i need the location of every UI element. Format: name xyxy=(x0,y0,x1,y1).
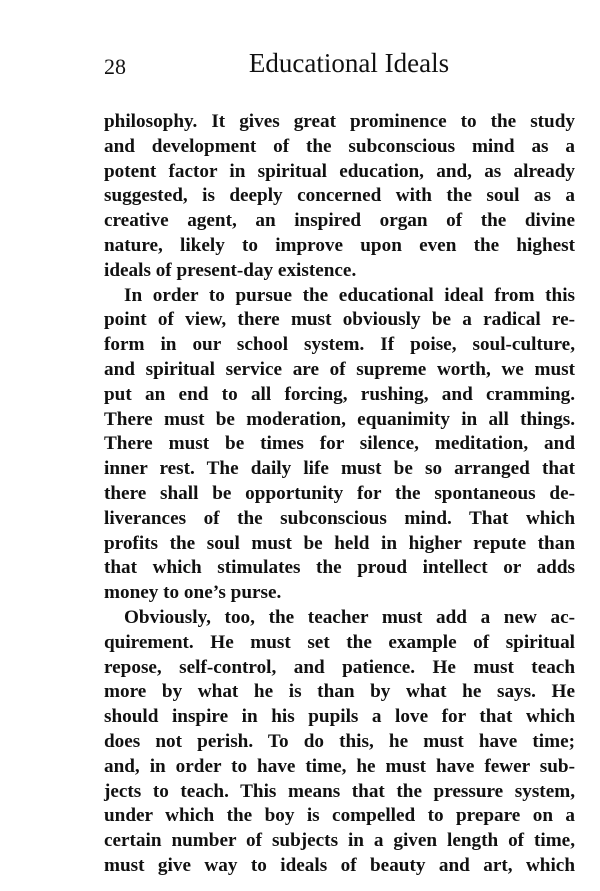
text-line: more by what he is than by what he says. He xyxy=(104,681,575,703)
text-line: that which stimulates the proud intellect or adds xyxy=(104,557,575,579)
page-number: 28 xyxy=(104,54,126,79)
running-header xyxy=(104,48,574,84)
text-line: and development of the subconscious mind as a xyxy=(104,135,575,157)
running-title: Educational Ideals xyxy=(248,48,450,78)
text-line: certain number of subjects in a given length of time, xyxy=(104,830,575,852)
text-line: nature, likely to improve upon even the highest xyxy=(104,234,575,256)
paragraph xyxy=(104,606,575,879)
text-line: potent factor in spiritual education, and, as already xyxy=(104,160,575,182)
text-line: point of view, there must obviously be a radical re- xyxy=(104,309,575,331)
text-line: There must be times for silence, meditation, and xyxy=(104,433,575,455)
paragraph xyxy=(104,284,575,606)
text-line: suggested, is deeply concerned with the soul as a xyxy=(104,185,575,207)
text-line: repose, self-control, and patience. He must teach xyxy=(104,656,575,678)
text-line: must give way to ideals of beauty and art, which xyxy=(104,854,575,876)
text-line: and spiritual service are of supreme worth, we must xyxy=(104,358,575,380)
text-line: profits the soul must be held in higher repute than xyxy=(104,532,575,554)
page-body xyxy=(104,110,575,879)
text-line: money to one’s purse. xyxy=(104,582,282,604)
text-line: and, in order to have time, he must have fewer sub- xyxy=(104,755,575,777)
text-line: In order to pursue the educational ideal from this xyxy=(124,284,575,306)
text-line: should inspire in his pupils a love for that which xyxy=(104,706,575,728)
text-line: creative agent, an inspired organ of the divine xyxy=(104,210,575,232)
text-line: Obviously, too, the teacher must add a new ac- xyxy=(124,606,575,628)
text-line: form in our school system. If poise, soul-culture, xyxy=(104,334,575,356)
text-line: put an end to all forcing, rushing, and cramming. xyxy=(104,383,575,405)
text-line: there shall be opportunity for the spontaneous de- xyxy=(104,482,575,504)
text-line: jects to teach. This means that the pressure system, xyxy=(104,780,575,802)
text-line: inner rest. The daily life must be so arranged that xyxy=(104,458,575,480)
text-line: quirement. He must set the example of spiritual xyxy=(104,631,575,653)
text-line: liverances of the subconscious mind. That which xyxy=(104,507,575,529)
text-line: ideals of present-day existence. xyxy=(104,259,357,281)
text-line: does not perish. To do this, he must have time; xyxy=(104,730,575,752)
text-line: under which the boy is compelled to prepare on a xyxy=(104,805,575,827)
text-line: philosophy. It gives great prominence to the study xyxy=(104,111,575,132)
paragraph xyxy=(104,110,575,284)
text-line: There must be moderation, equanimity in all things. xyxy=(104,408,575,430)
